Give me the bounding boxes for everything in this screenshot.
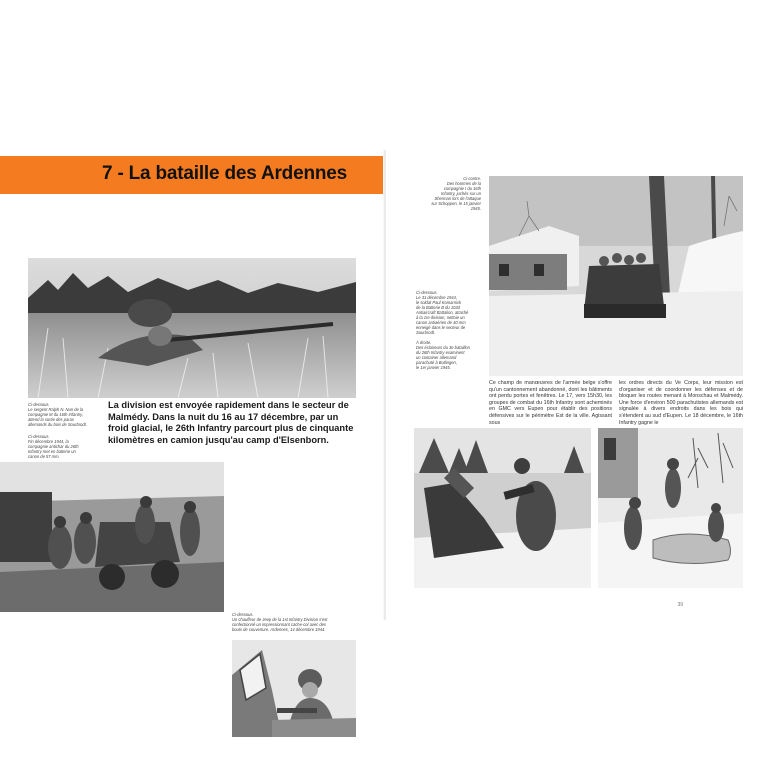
photo-sniper-in-grass (28, 258, 356, 398)
lead-paragraph: La division est envoyée rapidement dans le secteur de Malmédy. Dans la nuit du 16 au 17 décembre, par un froid glacial, le 26th Infantry parcourt plus de cinquante kilomètres en camion jusqu'au camp d'Elsenborn. (108, 400, 354, 445)
photo-antiaircraft-gun (414, 428, 591, 588)
caption-scouts: À droite. Des éclaireurs du 3e bataillon du 26th Infantry examinent un container allemand parachuté à Butlingen, le 1er janvier 1945. (416, 340, 470, 370)
chapter-title: 7 - La bataille des Ardennes (102, 163, 347, 184)
caption-sherman: Ci-contre. Des hommes de la compagnie I du 16th Infantry, juchés sur un Sherman lors de l'attaque sur Schoppen, le 15 janvier 1945. (431, 176, 481, 211)
page-number: 39 (677, 602, 683, 608)
right-page (386, 150, 771, 620)
body-column-2: les ordres directs du Ve Corps, leur mission est d'organiser et de coordonner les défenses et de bloquer les routes menant à Monschau et Malmédy. Une force d'environ 500 parachutistes allemands est signalée à divers endroits dans les bois qui s'étendent au sud d'Eupen. Le 18 décembre, le 16th Infantry gagne le (619, 380, 743, 426)
left-page (0, 150, 385, 632)
caption-jeep-driver: Ci-dessous. Un chauffeur de Jeep de la 1st Infantry Division s'est confectionné un impressionnant cache-col avec des bouts de couverture. Ardennes, 14 décembre 1944. (232, 612, 328, 632)
caption-antiaircraft: Ci-dessous. Le 31 décembre 1944, le soldat Paul Komarnick de la Batterie B du 103d Antiaircraft Battalion, attaché à la 1re division, nettoie un canon antiaérien de 40 mm enneigé dans le secteur de Sourbrodt. (416, 290, 469, 335)
photo-sherman-snow (489, 176, 743, 376)
photo-german-container (598, 428, 743, 588)
photo-jeep-driver (232, 640, 356, 737)
caption-sergeant: Ci-dessous. Le sergent Ralph N. Nun de la compagnie M du 16th Infantry, attend la sortie des paras allemands du bois de Sourbrodt. (28, 402, 87, 427)
chapter-banner (0, 156, 385, 194)
photo-antitank-gun (0, 462, 224, 612)
body-column-1: Ce champ de manœuvres de l'armée belge s'offre qu'un cantonnement abandonné, dont les bâtiments ont perdu portes et fenêtres. Le 17, vers 15h30, les groupes de combat du 16th Infantry sont acheminés en GMC vers Eupen pour établir des positions défensives sur le périmètre Est de la ville. Agissant sous (489, 380, 612, 426)
caption-antitank: Ci-dessous. Fin décembre 1944, la compagnie antichar du 26th Infantry met en batterie un canon de 57 mm. (28, 434, 79, 459)
